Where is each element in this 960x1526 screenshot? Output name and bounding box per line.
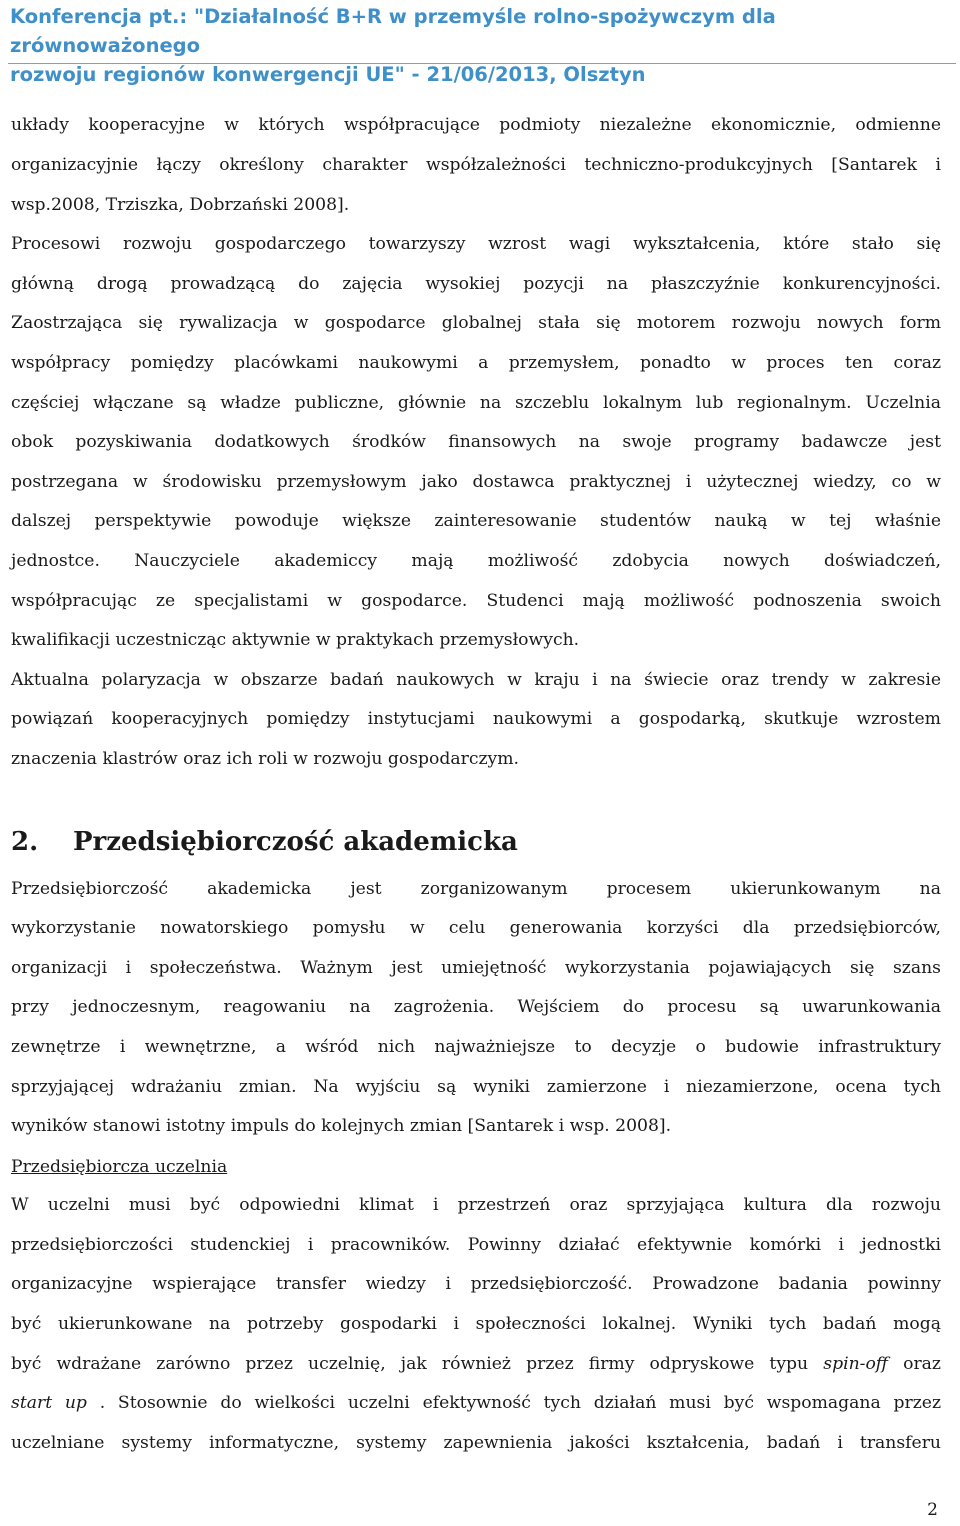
- text-line: wsp.2008, Trziszka, Dobrzański 2008].: [11, 195, 350, 215]
- text-line: [11, 1345, 941, 1385]
- text-span: oraz: [887, 1354, 941, 1374]
- text-line: kwalifikacji uczestnicząc aktywnie w praktykach przemysłowych.: [11, 630, 580, 650]
- text-line: Zaostrzająca się rywalizacja w gospodarce globalnej stała się motorem rozwoju nowych form: [11, 313, 941, 333]
- text-line: Aktualna polaryzacja w obszarze badań naukowych w kraju i na świecie oraz trendy w zakresie: [11, 670, 941, 690]
- text-line: organizacyjne wspierające transfer wiedzy i przedsiębiorczość. Prowadzone badania powinny: [11, 1274, 941, 1294]
- text-line: powiązań kooperacyjnych pomiędzy instytucjami naukowymi a gospodarką, skutkuje wzrostem: [11, 709, 941, 729]
- page-number: 2: [927, 1500, 938, 1520]
- text-line: przedsiębiorczości studenckiej i pracowników. Powinny działać efektywnie komórki i jednostki: [11, 1235, 941, 1255]
- italic-term: start up: [11, 1393, 87, 1413]
- conference-header: [10, 2, 950, 89]
- header-divider: [8, 63, 956, 64]
- text-line: Procesowi rozwoju gospodarczego towarzyszy wzrost wagi wykształcenia, które stało się: [11, 234, 941, 254]
- text-line: znaczenia klastrów oraz ich roli w rozwoju gospodarczym.: [11, 749, 519, 769]
- text-span: być wdrażane zarówno przez uczelnię, jak również przez firmy odpryskowe typu: [11, 1354, 824, 1374]
- text-line: współpracując ze specjalistami w gospodarce. Studenci mają możliwość podnoszenia swoich: [11, 591, 941, 611]
- text-line: układy kooperacyjne w których współpracujące podmioty niezależne ekonomicznie, odmienne: [11, 115, 941, 135]
- section-heading: [11, 820, 518, 864]
- section-title: Przedsiębiorczość akademicka: [73, 827, 518, 857]
- section-number: 2.: [11, 827, 39, 857]
- text-line: Przedsiębiorczość akademicka jest zorganizowanym procesem ukierunkowanym na: [11, 879, 941, 899]
- text-line: sprzyjającej wdrażaniu zmian. Na wyjściu są wyniki zamierzone i niezamierzone, ocena tych: [11, 1077, 941, 1097]
- text-line: być ukierunkowane na potrzeby gospodarki i społeczności lokalnej. Wyniki tych badań mogą: [11, 1314, 941, 1334]
- text-line: organizacji i społeczeństwa. Ważnym jest umiejętność wykorzystania pojawiających się szans: [11, 958, 941, 978]
- text-line: postrzegana w środowisku przemysłowym jako dostawca praktycznej i użytecznej wiedzy, co w: [11, 472, 941, 492]
- text-line: jednostce. Nauczyciele akademiccy mają możliwość zdobycia nowych doświadczeń,: [11, 551, 941, 571]
- text-line: organizacyjnie łączy określony charakter współzależności techniczno-produkcyjnych [Santarek i: [11, 155, 941, 175]
- text-line: zewnętrze i wewnętrzne, a wśród nich najważniejsze to decyzje o budowie infrastruktury: [11, 1037, 941, 1057]
- text-line: W uczelni musi być odpowiedni klimat i przestrzeń oraz sprzyjająca kultura dla rozwoju: [11, 1195, 941, 1215]
- text-line: obok pozyskiwania dodatkowych środków finansowych na swoje programy badawcze jest: [11, 432, 941, 452]
- text-line: wyników stanowi istotny impuls do kolejnych zmian [Santarek i wsp. 2008].: [11, 1116, 672, 1136]
- text-line: uczelniane systemy informatyczne, systemy zapewnienia jakości kształcenia, badań i transferu: [11, 1433, 941, 1453]
- text-span: . Stosownie do wielkości uczelni efektywność tych działań musi być wspomagana przez: [86, 1393, 941, 1413]
- text-line: wykorzystanie nowatorskiego pomysłu w celu generowania korzyści dla przedsiębiorców,: [11, 918, 941, 938]
- text-line: częściej włączane są władze publiczne, głównie na szczeblu lokalnym lub regionalnym. Uczelnia: [11, 393, 941, 413]
- header-line-1: Konferencja pt.: "Działalność B+R w przemyśle rolno-spożywczym dla zrównoważonego: [10, 5, 776, 57]
- italic-term: spin-off: [823, 1354, 888, 1374]
- header-line-2: rozwoju regionów konwergencji UE" - 21/06/2013, Olsztyn: [10, 63, 646, 86]
- subheading: Przedsiębiorcza uczelnia: [11, 1157, 228, 1177]
- text-line: współpracy pomiędzy placówkami naukowymi a przemysłem, ponadto w proces ten coraz: [11, 353, 941, 373]
- text-line: dalszej perspektywie powoduje większe zainteresowanie studentów nauką w tej właśnie: [11, 511, 941, 531]
- text-line: przy jednoczesnym, reagowaniu na zagrożenia. Wejściem do procesu są uwarunkowania: [11, 997, 941, 1017]
- text-line: [11, 1384, 941, 1424]
- text-line: główną drogą prowadzącą do zajęcia wysokiej pozycji na płaszczyźnie konkurencyjności.: [11, 274, 941, 294]
